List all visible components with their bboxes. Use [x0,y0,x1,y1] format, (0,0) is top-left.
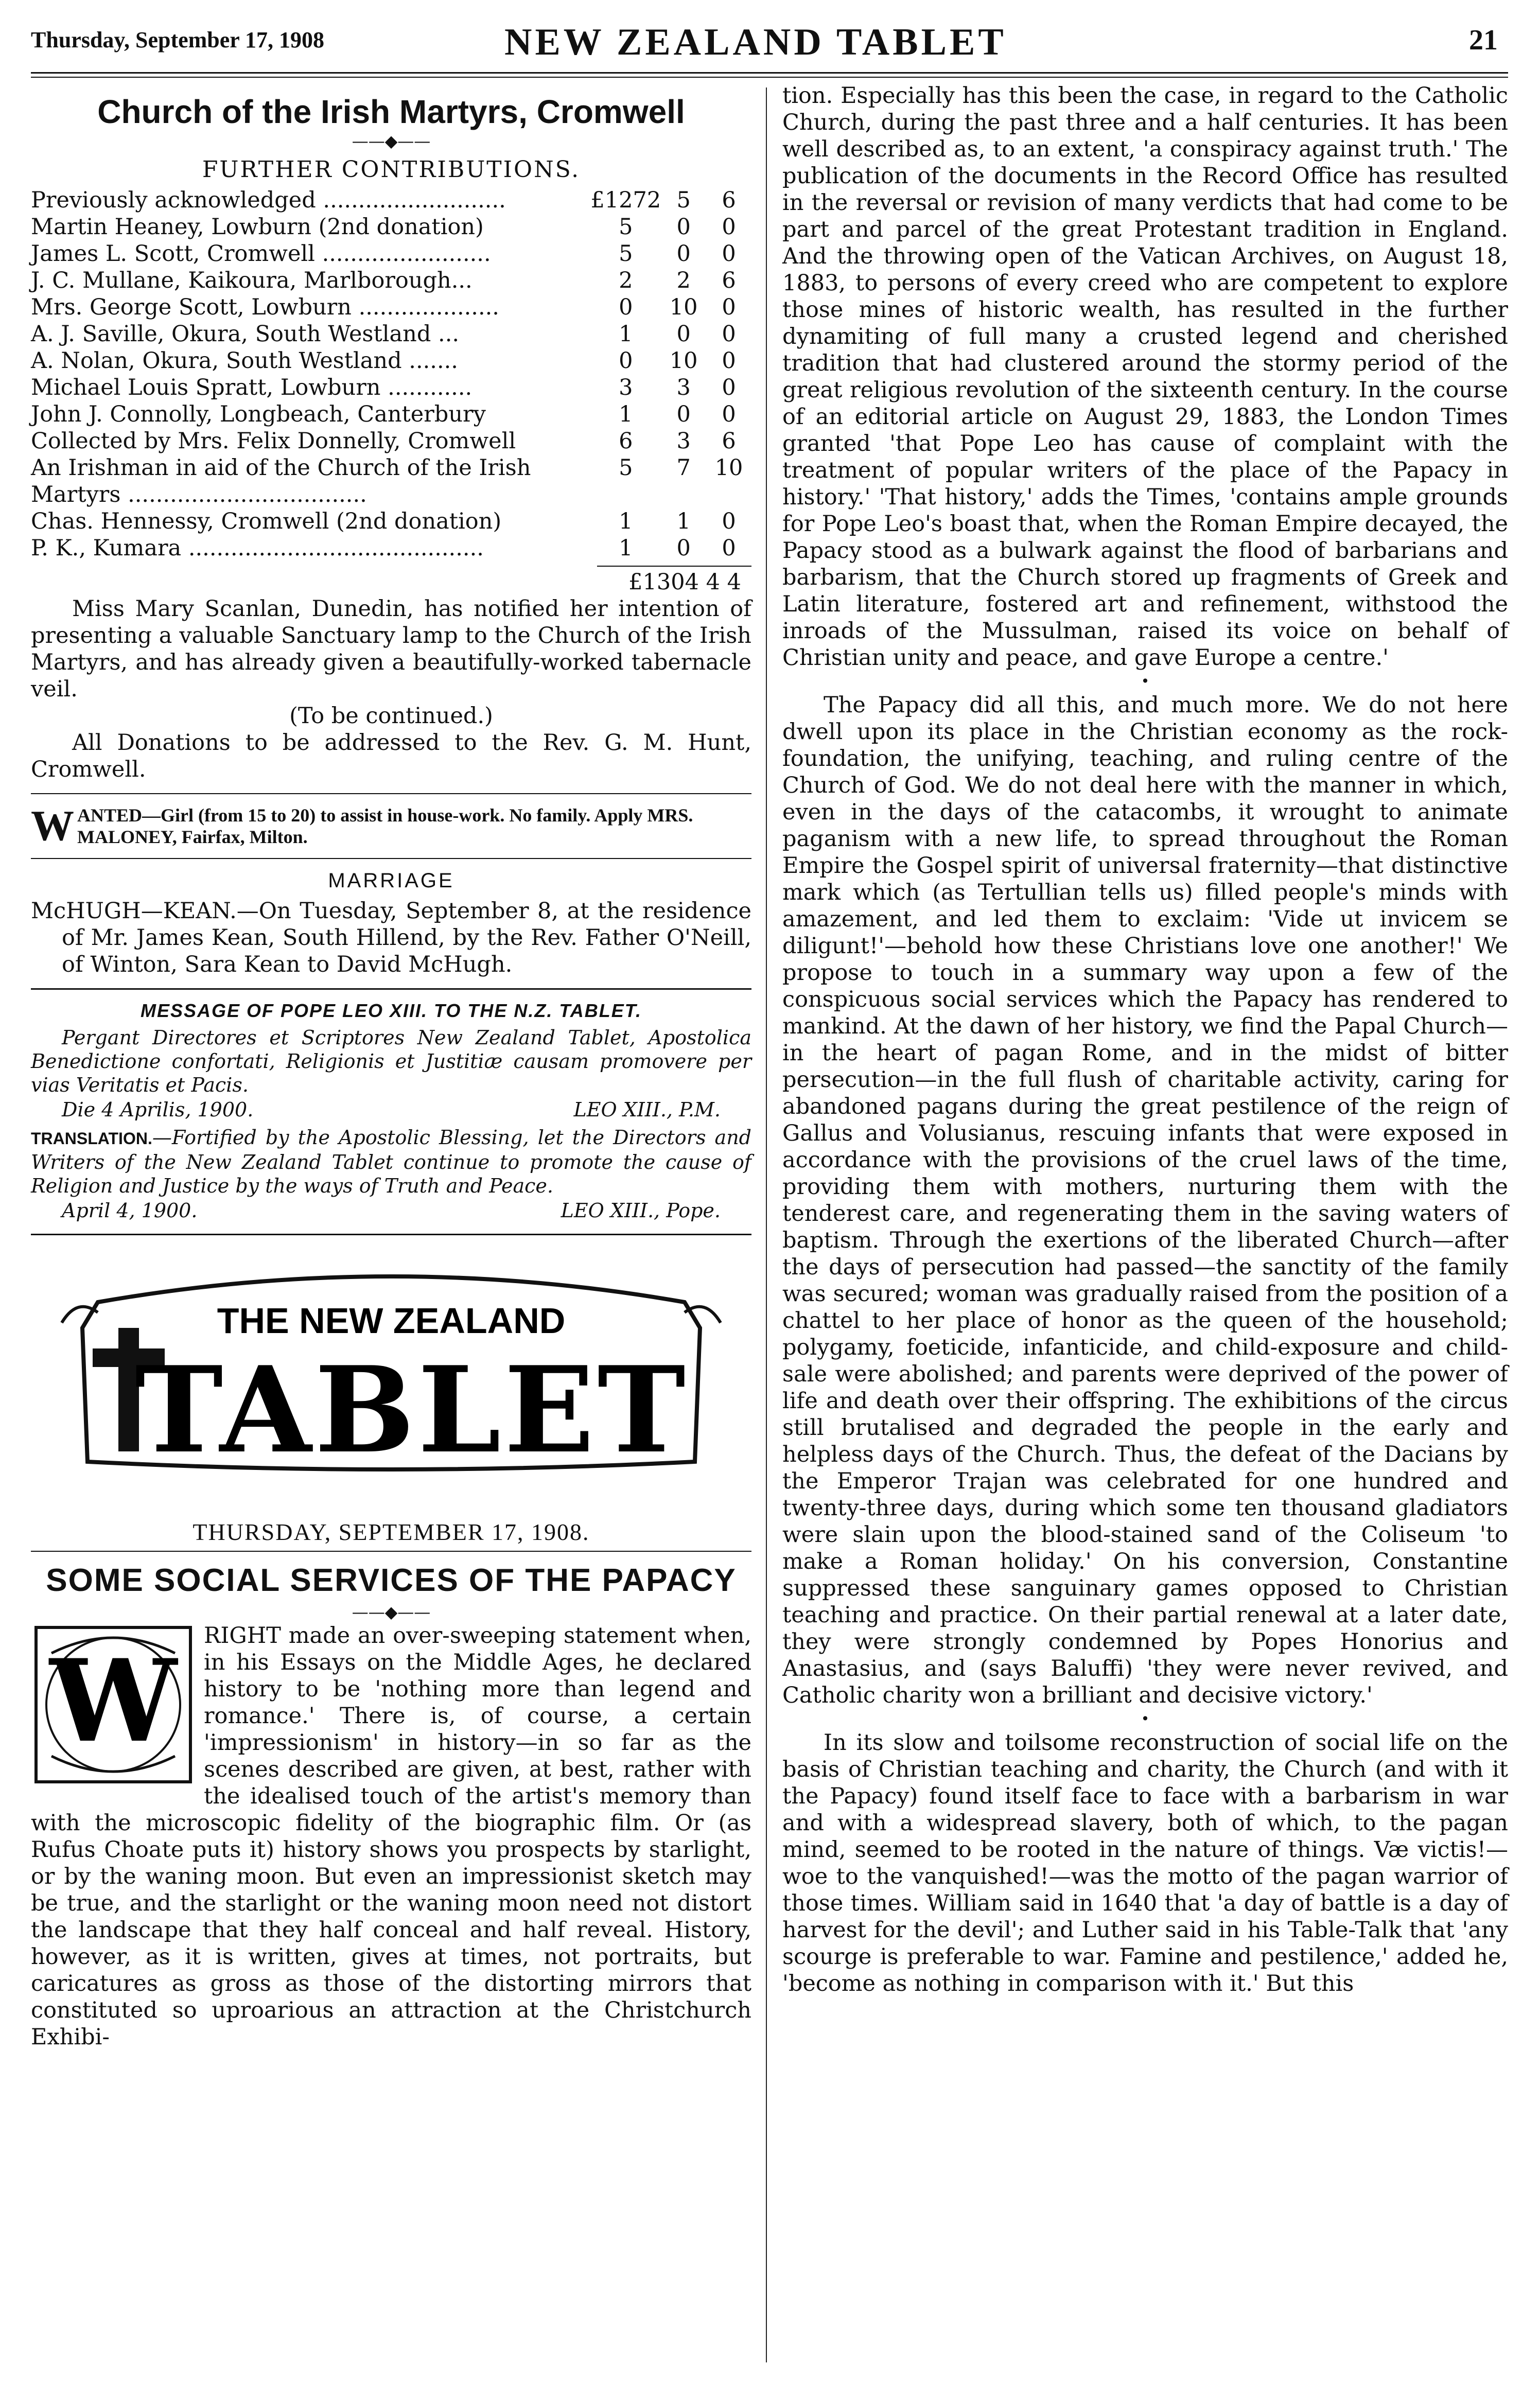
pence-value: 0 [722,321,736,347]
header-page-number: 21 [1469,24,1498,56]
shillings-value: 7 [676,455,691,481]
article-paragraph-3: The Papacy did all this, and much more. We do not here dwell upon its place in the Christian economy as the rock-foundation, the unifying, teaching, and ruling centre of the Church of God. We do not deal here with the manner in which, even in the days of the catacombs, it wrought to animate paganism with a new life, to spread throughout the Roman Empire the Gospel spirit of universal fraternity—that distinctive mark which (as Tertullian tells us) filled people's minds with amazement, and led them to exclaim: 'Vide ut invicem se diligunt!'—behold how these Christians love one another!' We propose to touch in a summary way upon a few of the conspicuous social services which the Papacy has rendered to mankind. At the dawn of her history, we find the Papal Church—in the heart of pagan Rome, and in the midst of bitter persecution—in the full flush of charitable activity, caring for abandoned pagans during the great pestilence of the reign of Gallus and Volusianus, rescuing infants that were exposed in accordance with the provisions of the cruel laws of the time, providing them with mothers, nurturing them with the tenderest care, and regenerating them in the saving waters of baptism. Through the exertions of the liberated Church—after the days of persecution had passed—the sanctity of the family was secured; woman was gradually raised from the position of a chattel to her place of honor as the queen of the household; polygamy, foeticide, infanticide, and child-exposure and child-sale were abolished; and parents were deprived of the power of life and death over their offspring. The exhibitions of the circus still brutalised and degraded the people in the early and helpless days of the Church. Thus, the defeat of the Dacians by the Emperor Trajan was celebrated for one hundred and twenty-three days, during which some ten thousand gladiators were slain upon the blood-stained sand of the Coliseum 'to make a Roman holiday.' On his conversion, Constantine suppressed these sanguinary games opposed to Christian teaching and practice. On their partial renewal at a later date, they were strongly condemned by Popes Honorius and Anastasius, and (says Baluffi) 'they were never revived, and Catholic charity won a brilliant and decisive victory.' [782,692,1508,1708]
pounds-value: 1 [619,401,633,427]
left-column [31,82,751,2051]
pence-value: 10 [714,455,743,481]
marriage-heading: MARRIAGE [328,869,454,892]
marriage-notice: McHUGH—KEAN.—On Tuesday, September 8, at the residence of Mr. James Kean, South Hillend, by the Rev. Father O'Neill, of Winton, Sara Kean to David McHugh. [31,898,751,977]
pence-value: 6 [722,187,736,213]
scanlan-notice: Miss Mary Scanlan, Dunedin, has notified her intention of presenting a valuable Sanctuary lamp to the Church of the Irish Martyrs, and has already given a beautifully-worked tabernacle veil. [31,596,751,702]
contribution-row [31,294,751,321]
pounds-value: 3 [619,375,633,400]
pence-value: 0 [722,348,736,374]
ornament-divider: ——◆—— [352,1602,431,1622]
shillings-value: 10 [669,294,698,320]
pounds-value: 5 [619,241,633,267]
shillings-value: 5 [676,187,691,213]
contributor-name: Mrs. George Scott, Lowburn .................... [31,294,499,320]
newspaper-page [31,21,1508,2368]
contributor-name: A. J. Saville, Okura, South Westland ... [31,321,460,347]
masthead-line1: THE NEW ZEALAND [217,1301,566,1341]
shillings-value: 3 [676,375,691,400]
contributor-name: Michael Louis Spratt, Lowburn ............ [31,375,472,400]
contributor-name: A. Nolan, Okura, South Westland ....... [31,348,458,374]
shillings-value: 0 [676,214,691,240]
pounds-value: 1 [619,535,633,561]
contribution-row [31,240,751,267]
wanted-text: ANTED—Girl (from 15 to 20) to assist in house-work. No family. Apply MRS. MALONEY, Fairfax, Milton. [77,805,693,847]
wanted-ad [31,804,751,848]
shillings-value: 1 [676,509,691,534]
header-paper-name: NEW ZEALAND TABLET [504,21,1007,63]
contributor-name: An Irishman in aid of the Church of the Irish Martyrs .................................. [31,455,531,507]
contributor-name: Collected by Mrs. Felix Donnelly, Cromwell [31,428,516,454]
contribution-row [31,347,751,374]
column-divider [766,87,767,2362]
header-date: Thursday, September 17, 1908 [31,27,325,52]
contributor-name: John J. Connolly, Longbeach, Canterbury [31,401,486,427]
pence-value: 0 [722,294,736,320]
contribution-row [31,214,751,240]
message-trans-signature: LEO XIII., Pope. [561,1199,721,1222]
to-be-continued: (To be continued.) [289,703,493,729]
divider [31,1234,751,1235]
total-rule [597,566,751,567]
article-opening [31,1622,751,2051]
translation-text: —Fortified by the Apostolic Blessing, let the Directors and Writers of the New Zealand Tablet continue to promote the cause of Religion and Justice by the ways of Truth and Peace. [31,1126,751,1197]
page-header [31,21,1508,67]
wanted-initial: W [31,802,74,850]
message-trans-date: April 4, 1900. [62,1199,198,1222]
pounds-value: 0 [619,294,633,320]
dropcap-ornament [31,1622,196,1787]
pence-value: 0 [722,375,736,400]
right-column [782,82,1508,1997]
shillings-value: 10 [669,348,698,374]
shillings-value: 2 [676,268,691,293]
divider [31,793,751,794]
contribution-row [31,535,751,562]
shillings-value: 0 [676,241,691,267]
message-translation [31,1126,751,1198]
divider [31,1551,751,1552]
contributor-name: Martin Heaney, Lowburn (2nd donation) [31,214,484,240]
shillings-value: 0 [676,401,691,427]
pence-value: 0 [722,509,736,534]
pounds-value: 6 [619,428,633,454]
pence-value: 0 [722,535,736,561]
message-latin: Pergant Directores et Scriptores New Zealand Tablet, Apostolica Benedictione confortati, Religionis et Justitiæ causam promovere per vias Veritatis et Pacis. [31,1026,751,1096]
cromwell-title: Church of the Irish Martyrs, Cromwell [97,93,685,130]
contribution-row [31,428,751,454]
shillings-value: 0 [676,535,691,561]
contribution-row [31,267,751,294]
message-latin-signature: LEO XIII., P.M. [573,1098,721,1121]
dropcap-letter: W [49,1634,177,1767]
paragraph-separator: • [1141,1710,1150,1727]
tablet-masthead [31,1256,751,1513]
translation-label: TRANSLATION. [31,1129,152,1148]
pence-value: 6 [722,268,736,293]
pounds-value: 1 [619,509,633,534]
shillings-value: 0 [676,321,691,347]
ornament-divider: ——◆—— [352,131,431,151]
article-paragraph-2: tion. Especially has this been the case, in regard to the Catholic Church, during the past three and a half centuries. It has been well described as, to an extent, 'a conspiracy against truth.' The publication of the documents in the Record Office has resulted in the reversal or revision of many verdicts that had come to be part and parcel of the great Protestant tradition in England. And the throwing open of the Vatican Archives, on August 18, 1883, to persons of every creed who are competent to explore those mines of historic wealth, has resulted in the further dynamiting of full many a crusted legend and cherished tradition that had clustered around the stormy period of the great religious revolution of the sixteenth century. In the course of an editorial article on August 29, 1883, the London Times granted 'that Pope Leo has cause of complaint with the treatment of popular writers of the place of the Papacy in history.' 'That history,' adds the Times, 'contains ample grounds for Pope Leo's boast that, when the Roman Empire decayed, the Papacy stood as a bulwark against the flood of barbarians and barbarism, that the Church stored up fragments of Greek and Latin literature, fostered art and refinement, withstood the inroads of the Mussulman, raised its voice on behalf of Christian unity and peace, and gave Europe a centre.' [782,83,1508,671]
pounds-value: 5 [619,214,633,240]
cromwell-subtitle: FURTHER CONTRIBUTIONS. [202,156,581,183]
pence-value: 0 [722,401,736,427]
masthead-line2: TABLET [135,1341,689,1480]
contributor-name: P. K., Kumara .......................................... [31,535,484,561]
contributor-name: Previously acknowledged .......................... [31,187,506,213]
article-title: SOME SOCIAL SERVICES OF THE PAPACY [46,1563,737,1598]
pence-value: 6 [722,428,736,454]
contributions-total: £1304 4 4 [628,569,741,595]
contributor-name: James L. Scott, Cromwell ........................ [31,241,491,267]
contributor-name: J. C. Mullane, Kaikoura, Marlborough... [31,268,472,293]
contributor-name: Chas. Hennessy, Cromwell (2nd donation) [31,509,502,534]
pounds-value: 5 [619,455,633,481]
contribution-row [31,187,751,214]
pence-value: 0 [722,241,736,267]
masthead-artwork [31,1256,751,1513]
pounds-value: £1272 [590,187,661,213]
article-paragraph-4: In its slow and toilsome reconstruction of social life on the basis of Christian teaching and charity, the Church (and with it the Papacy) found itself face to face with a barbarism in war and with a widespread slavery, both of which, to the pagan mind, seemed to be rooted in the nature of things. Væ victis!—woe to the vanquished!—was the motto of the pagan warrior of those times. William said in 1640 that 'a day of battle is a day of harvest for the devil'; and Luther said in his Table-Talk that 'any scourge is preferable to war. Famine and pestilence,' added he, 'become as nothing in comparison with it.' But this [782,1730,1508,1996]
shillings-value: 3 [676,428,691,454]
message-latin-date: Die 4 Aprilis, 1900. [62,1098,254,1121]
masthead-date: THURSDAY, SEPTEMBER 17, 1908. [192,1519,590,1545]
pounds-value: 0 [619,348,633,374]
pounds-value: 1 [619,321,633,347]
contributions-table [31,187,751,562]
divider [31,988,751,990]
message-latin-signoff [31,1097,751,1123]
contribution-row [31,321,751,347]
pounds-value: 2 [619,268,633,293]
message-title: MESSAGE OF POPE LEO XIII. TO THE N.Z. TABLET. [140,1000,642,1021]
message-trans-signoff [31,1198,751,1223]
contribution-row [31,401,751,428]
contribution-row [31,454,751,508]
contribution-row [31,508,751,535]
donations-note: All Donations to be addressed to the Rev. G. M. Hunt, Cromwell. [31,730,751,782]
paragraph-separator: • [1141,673,1150,690]
article-paragraph-1: RIGHT made an over-sweeping statement when, in his Essays on the Middle Ages, he declared history to be 'nothing more than legend and romance.' There is, of course, a certain 'impressionism' in history—in so far as the scenes described are given, at best, rather with the idealised touch of the artist's memory than with the microscopic fidelity of the biographic film. Or (as Rufus Choate puts it) history shows you prospects by starlight, or by the waning moon. But even an impressionist sketch may be true, and the starlight or the waning moon need not distort the landscape that they half conceal and half reveal. History, however, as it is written, gives at times, not portraits, but caricatures as gross as those of the distorting mirrors that constituted so uproarious an attraction at the Christchurch Exhibi- [31,1623,751,2050]
pence-value: 0 [722,214,736,240]
contribution-row [31,374,751,401]
divider [31,858,751,859]
header-rule [31,72,1508,78]
